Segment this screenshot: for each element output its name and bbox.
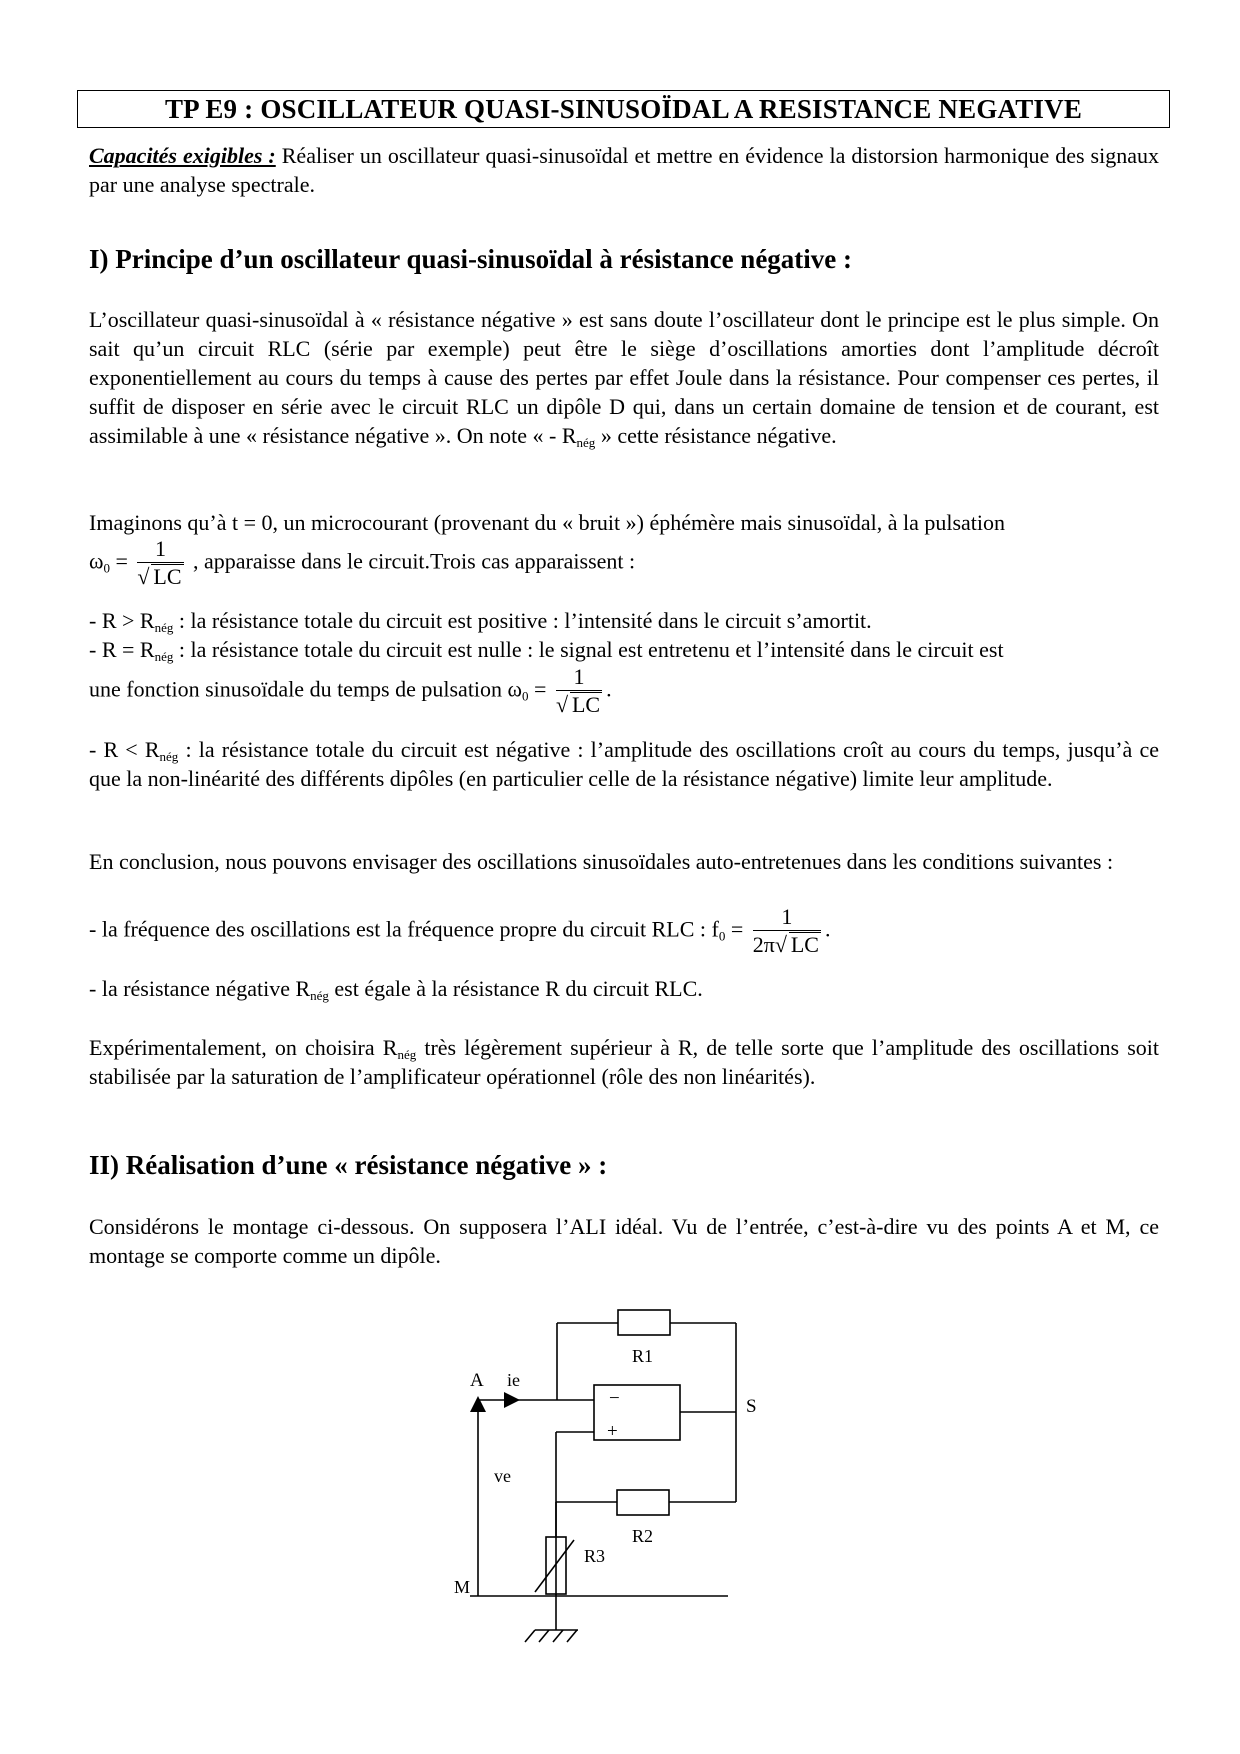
cond1-pre: - la fréquence des oscillations est la fréquence propre du circuit RLC : f — [89, 916, 719, 942]
section1-heading: I) Principe d’un oscillateur quasi-sinusoïdal à résistance négative : — [89, 244, 853, 274]
fraction-denominator: LC — [571, 692, 601, 717]
ground-hatch-3 — [553, 1630, 563, 1642]
omega-sub: 0 — [522, 688, 529, 704]
resistor-r2 — [617, 1490, 669, 1515]
case1-post: : la résistance totale du circuit est positive : l’intensité dans le circuit s’amortit. — [173, 608, 872, 633]
para1-end-post: » cette résistance négative. — [595, 423, 837, 448]
equals-sign: = — [109, 548, 128, 574]
equals-sign: = — [725, 916, 744, 942]
exp-post: très légèrement supérieur à R, de telle sorte que l’amplitude des oscillations soit stabilisée par la saturation de l’amplificateur opérationnel (rôle des non linéarités). — [89, 1035, 1160, 1089]
opamp-minus: − — [609, 1388, 620, 1409]
case2-line2: une fonction sinusoïdale du temps de pulsation ω — [89, 676, 523, 702]
fraction-numerator: 1 — [137, 536, 183, 563]
exp-pre: Expérimentalement, on choisira R — [89, 1035, 398, 1060]
fraction-numerator: 1 — [556, 664, 602, 691]
sqrt-symbol: √ — [774, 932, 787, 957]
neg-sub: nég — [576, 435, 596, 450]
para1-end-pre: « - R — [532, 423, 577, 448]
fraction-numerator: 1 — [753, 904, 821, 931]
period: . — [824, 916, 831, 942]
neg-sub: nég — [154, 620, 174, 635]
case3-pre: - R < R — [89, 737, 160, 762]
label-r2: R2 — [632, 1526, 654, 1546]
ground-hatch-1 — [525, 1630, 535, 1642]
r3-variable-arrow — [535, 1540, 574, 1592]
label-m: M — [454, 1577, 471, 1597]
case2-pre: - R = R — [89, 637, 155, 662]
label-ie: ie — [507, 1370, 520, 1390]
case2-post: : la résistance totale du circuit est nulle : le signal est entretenu et l’intensité dans le circuit est — [173, 637, 1004, 662]
omega-symbol: ω — [89, 548, 104, 574]
neg-sub: nég — [397, 1047, 417, 1062]
resistor-r1 — [618, 1310, 670, 1335]
neg-sub: nég — [310, 988, 329, 1003]
ground-hatch-2 — [539, 1630, 549, 1642]
equals-sign: = — [528, 676, 547, 702]
label-r1: R1 — [632, 1346, 654, 1366]
fraction-denominator: LC — [790, 932, 819, 957]
capacites-label: Capacités exigibles : — [89, 143, 276, 168]
case3-post: : la résistance totale du circuit est négative : l’amplitude des oscillations croît au cours du temps, jusqu’à ce que la non-linéarité des différents dipôles (en particulier celle de la résistance négative) limite leur amplitude. — [89, 737, 1159, 791]
label-ve: ve — [494, 1466, 511, 1486]
sqrt-symbol: √ — [555, 692, 569, 717]
section2-heading: II) Réalisation d’une « résistance négative » : — [89, 1150, 608, 1180]
label-a: A — [470, 1370, 484, 1391]
ground-hatch-4 — [567, 1630, 577, 1642]
omega-sub: 0 — [103, 560, 110, 576]
para2-after: , apparaisse dans le circuit.Trois cas apparaissent : — [193, 548, 636, 574]
f-sub: 0 — [718, 928, 726, 944]
section2-text: Considérons le montage ci-dessous. On supposera l’ALI idéal. Vu de l’entrée, c’est-à-dire vu des points A et M, ce montage se comporte comme un dipôle. — [89, 1214, 1159, 1268]
case1-pre: - R > R — [89, 608, 155, 633]
label-r3: R3 — [584, 1546, 606, 1566]
para2-line1: Imaginons qu’à t = 0, un microcourant (provenant du « bruit ») éphémère mais sinusoïdal, à la pulsation — [89, 510, 1006, 535]
para1-text: L’oscillateur quasi-sinusoïdal à « résistance négative » est sans doute l’oscillateur dont le principe est le plus simple. On sait qu’un circuit RLC (série par exemple) peut être le siège d’oscillations amorties dont l’amplitude décroît exponentiellement au cours du temps à cause des pertes par effet Joule dans la résistance. Pour compenser ces pertes, il suffit de disposer en série avec le circuit RLC un dipôle D qui, dans un certain domaine de tension et de courant, est assimilable à une « résistance négative ». On note — [89, 307, 1159, 448]
neg-sub: nég — [154, 649, 174, 664]
cond2-post: est égale à la résistance R du circuit RLC. — [328, 976, 703, 1001]
two-pi: 2π — [752, 932, 775, 957]
title-text: TP E9 : OSCILLATEUR QUASI-SINUSOÏDAL A RESISTANCE NEGATIVE — [164, 93, 1083, 124]
neg-sub: nég — [159, 749, 179, 764]
period: . — [606, 676, 612, 702]
ie-arrow-head — [504, 1392, 520, 1408]
cond2-pre: - la résistance négative R — [89, 976, 311, 1001]
ve-arrow-head — [470, 1396, 486, 1412]
conclusion-text: En conclusion, nous pouvons envisager des oscillations sinusoïdales auto-entretenues dans les conditions suivantes : — [89, 849, 1114, 874]
fraction-denominator: LC — [153, 564, 182, 589]
label-s: S — [746, 1396, 757, 1417]
capacites-text: Réaliser un oscillateur quasi-sinusoïdal et mettre en évidence la distorsion harmonique des signaux par une analyse spectrale. — [89, 143, 1159, 197]
sqrt-symbol: √ — [137, 564, 150, 589]
opamp-plus: + — [607, 1421, 618, 1442]
